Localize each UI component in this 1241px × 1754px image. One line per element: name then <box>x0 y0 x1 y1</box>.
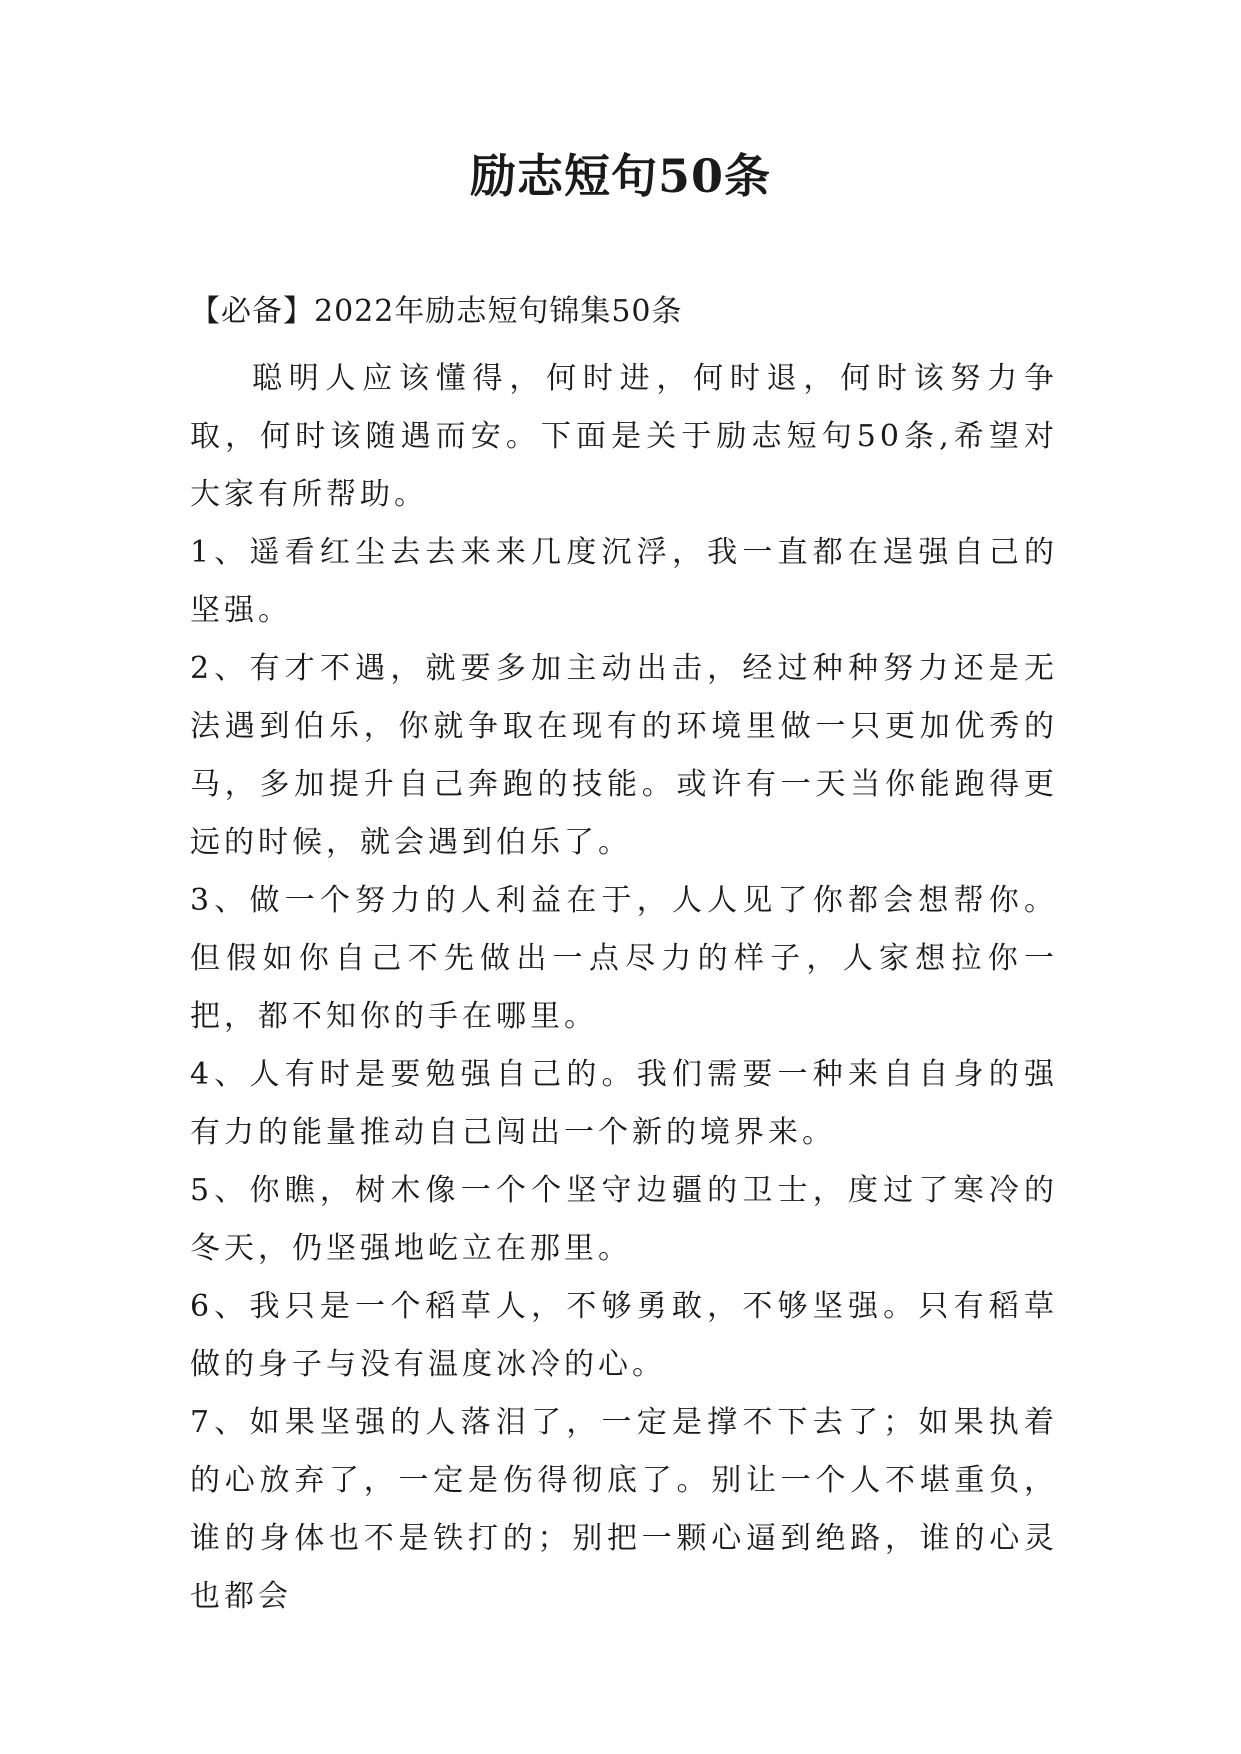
document-subtitle: 【必备】2022年励志短句锦集50条 <box>190 294 683 329</box>
list-item: 1、遥看红尘去去来来几度沉浮，我一直都在逞强自己的坚强。 <box>190 535 1058 628</box>
document-title: 励志短句50条 <box>469 149 771 203</box>
document-body <box>190 350 1058 1626</box>
list-item: 4、人有时是要勉强自己的。我们需要一种来自自身的强有力的能量推动自己闯出一个新的境界来。 <box>190 1057 1058 1150</box>
list-item: 3、做一个努力的人利益在于，人人见了你都会想帮你。但假如你自己不先做出一点尽力的样子，人家想拉你一把，都不知你的手在哪里。 <box>190 883 1058 1034</box>
list-item: 7、如果坚强的人落泪了，一定是撑不下去了；如果执着的心放弃了，一定是伤得彻底了。别让一个人不堪重负，谁的身体也不是铁打的；别把一颗心逼到绝路，谁的心灵也都会 <box>190 1405 1058 1614</box>
list-item: 2、有才不遇，就要多加主动出击，经过种种努力还是无法遇到伯乐，你就争取在现有的环境里做一只更加优秀的马，多加提升自己奔跑的技能。或许有一天当你能跑得更远的时候，就会遇到伯乐了。 <box>190 651 1058 860</box>
intro-paragraph: 聪明人应该懂得，何时进，何时退，何时该努力争取，何时该随遇而安。下面是关于励志短句50条,希望对大家有所帮助。 <box>190 361 1058 512</box>
list-item: 5、你瞧，树木像一个个坚守边疆的卫士，度过了寒冷的冬天，仍坚强地屹立在那里。 <box>190 1173 1058 1266</box>
list-item: 6、我只是一个稻草人，不够勇敢，不够坚强。只有稻草做的身子与没有温度冰冷的心。 <box>190 1289 1058 1382</box>
